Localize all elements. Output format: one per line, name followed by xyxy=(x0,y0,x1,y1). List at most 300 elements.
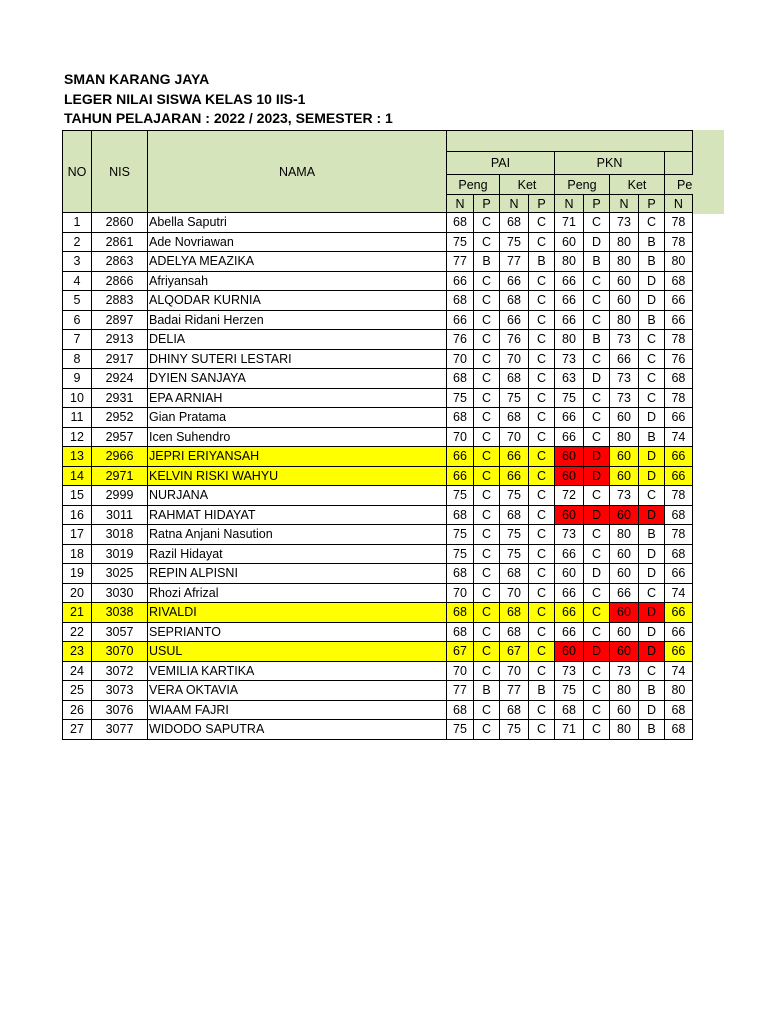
table-row xyxy=(63,603,693,623)
cell-score: 66 xyxy=(555,408,584,428)
cell-nama: Icen Suhendro xyxy=(148,427,447,447)
cell-nis: 2971 xyxy=(92,466,148,486)
cell-predicate: C xyxy=(584,271,610,291)
cell-nis: 2897 xyxy=(92,310,148,330)
cell-predicate: C xyxy=(639,661,665,681)
academic-year: TAHUN PELAJARAN : 2022 / 2023, SEMESTER : 1 xyxy=(64,110,393,126)
cell-predicate: B xyxy=(474,681,500,701)
cell-nama: Razil Hidayat xyxy=(148,544,447,564)
cell-no: 9 xyxy=(63,369,92,389)
cell-nis: 2861 xyxy=(92,232,148,252)
cell-predicate: C xyxy=(474,622,500,642)
cell-predicate: C xyxy=(529,505,555,525)
cell-score: 80 xyxy=(665,252,693,272)
cell-predicate: C xyxy=(474,466,500,486)
cell-predicate: C xyxy=(584,720,610,740)
table-row xyxy=(63,369,693,389)
cell-nama: WIDODO SAPUTRA xyxy=(148,720,447,740)
cell-score: 75 xyxy=(500,486,529,506)
cell-predicate: C xyxy=(474,330,500,350)
cell-score: 73 xyxy=(610,388,639,408)
cell-predicate: C xyxy=(529,700,555,720)
cell-nama: Badai Ridani Herzen xyxy=(148,310,447,330)
cell-score: 68 xyxy=(447,408,474,428)
cell-no: 2 xyxy=(63,232,92,252)
cell-score: 78 xyxy=(665,330,693,350)
cell-score: 70 xyxy=(447,427,474,447)
cell-score: 66 xyxy=(665,622,693,642)
col-p: P xyxy=(474,195,500,213)
cell-predicate: C xyxy=(529,232,555,252)
cell-nis: 2860 xyxy=(92,213,148,233)
cell-score: 75 xyxy=(500,720,529,740)
cell-no: 1 xyxy=(63,213,92,233)
cell-score: 80 xyxy=(610,252,639,272)
cell-predicate: D xyxy=(639,466,665,486)
cell-score: 66 xyxy=(555,603,584,623)
cell-predicate: C xyxy=(529,603,555,623)
cell-score: 75 xyxy=(447,720,474,740)
cell-nis: 3030 xyxy=(92,583,148,603)
cell-nis: 2863 xyxy=(92,252,148,272)
cell-predicate: D xyxy=(584,447,610,467)
cell-nama: Ratna Anjani Nasution xyxy=(148,525,447,545)
cell-predicate: D xyxy=(639,271,665,291)
cell-predicate: C xyxy=(529,310,555,330)
cell-nis: 2999 xyxy=(92,486,148,506)
cell-no: 4 xyxy=(63,271,92,291)
cell-nama: ADELYA MEAZIKA xyxy=(148,252,447,272)
cell-score: 75 xyxy=(500,544,529,564)
cell-score: 80 xyxy=(555,252,584,272)
cell-nis: 3070 xyxy=(92,642,148,662)
report-title: LEGER NILAI SISWA KELAS 10 IIS-1 xyxy=(64,90,306,107)
cell-predicate: D xyxy=(584,642,610,662)
cell-predicate: C xyxy=(474,369,500,389)
cell-score: 68 xyxy=(665,720,693,740)
report-title-block xyxy=(64,70,393,129)
cell-score: 80 xyxy=(610,525,639,545)
cell-no: 27 xyxy=(63,720,92,740)
cell-no: 24 xyxy=(63,661,92,681)
cell-predicate: C xyxy=(474,544,500,564)
cell-score: 68 xyxy=(500,291,529,311)
cell-nama: Ade Novriawan xyxy=(148,232,447,252)
cell-predicate: B xyxy=(474,252,500,272)
table-row xyxy=(63,661,693,681)
cell-predicate: C xyxy=(474,525,500,545)
cell-score: 80 xyxy=(610,310,639,330)
cell-score: 75 xyxy=(447,525,474,545)
cell-score: 68 xyxy=(500,564,529,584)
cell-nama: REPIN ALPISNI xyxy=(148,564,447,584)
grade-table xyxy=(62,130,693,740)
cell-predicate: C xyxy=(529,369,555,389)
cell-no: 12 xyxy=(63,427,92,447)
cell-score: 75 xyxy=(500,525,529,545)
cell-score: 66 xyxy=(555,427,584,447)
table-row xyxy=(63,427,693,447)
cell-no: 21 xyxy=(63,603,92,623)
cell-score: 66 xyxy=(610,349,639,369)
cell-score: 66 xyxy=(447,466,474,486)
cell-score: 68 xyxy=(500,622,529,642)
cell-predicate: C xyxy=(529,447,555,467)
cell-score: 71 xyxy=(555,720,584,740)
cell-score: 66 xyxy=(665,310,693,330)
cell-predicate: C xyxy=(639,486,665,506)
cell-score: 80 xyxy=(610,720,639,740)
cell-score: 78 xyxy=(665,232,693,252)
cell-no: 11 xyxy=(63,408,92,428)
cell-predicate: C xyxy=(584,622,610,642)
col-p: P xyxy=(639,195,665,213)
cell-score: 78 xyxy=(665,525,693,545)
col-header-nama: NAMA xyxy=(148,131,447,213)
cell-no: 18 xyxy=(63,544,92,564)
cell-score: 68 xyxy=(500,408,529,428)
cell-predicate: B xyxy=(639,310,665,330)
col-header-no: NO xyxy=(63,131,92,213)
cell-score: 75 xyxy=(447,388,474,408)
cell-score: 60 xyxy=(610,564,639,584)
cell-score: 70 xyxy=(447,661,474,681)
cell-score: 70 xyxy=(500,661,529,681)
table-row xyxy=(63,271,693,291)
cell-nama: Afriyansah xyxy=(148,271,447,291)
cell-score: 60 xyxy=(555,232,584,252)
cell-nama: WIAAM FAJRI xyxy=(148,700,447,720)
cell-predicate: C xyxy=(639,349,665,369)
cell-predicate: C xyxy=(474,232,500,252)
cell-nama: SEPRIANTO xyxy=(148,622,447,642)
col-p: P xyxy=(584,195,610,213)
cell-predicate: C xyxy=(584,700,610,720)
cell-predicate: D xyxy=(639,564,665,584)
cell-nis: 3057 xyxy=(92,622,148,642)
cell-score: 60 xyxy=(555,642,584,662)
cell-score: 60 xyxy=(555,564,584,584)
table-row xyxy=(63,349,693,369)
cell-nama: DELIA xyxy=(148,330,447,350)
cell-score: 74 xyxy=(665,661,693,681)
cell-predicate: C xyxy=(639,369,665,389)
cell-predicate: D xyxy=(639,505,665,525)
cell-predicate: C xyxy=(529,622,555,642)
cell-score: 73 xyxy=(555,349,584,369)
cell-no: 16 xyxy=(63,505,92,525)
col-p: P xyxy=(529,195,555,213)
sub-header-ket: Ket xyxy=(500,175,555,195)
cell-score: 80 xyxy=(610,232,639,252)
cell-score: 66 xyxy=(447,310,474,330)
cell-nis: 2931 xyxy=(92,388,148,408)
cell-score: 77 xyxy=(447,681,474,701)
cell-score: 66 xyxy=(665,603,693,623)
cell-score: 67 xyxy=(447,642,474,662)
cell-predicate: C xyxy=(474,213,500,233)
col-n: N xyxy=(610,195,639,213)
cell-score: 80 xyxy=(555,330,584,350)
cell-score: 70 xyxy=(447,583,474,603)
cell-score: 73 xyxy=(555,525,584,545)
cell-score: 68 xyxy=(555,700,584,720)
table-row xyxy=(63,466,693,486)
cell-score: 70 xyxy=(500,583,529,603)
cell-nis: 2952 xyxy=(92,408,148,428)
cell-score: 66 xyxy=(665,564,693,584)
cell-score: 66 xyxy=(665,291,693,311)
cell-score: 73 xyxy=(610,661,639,681)
cell-nama: NURJANA xyxy=(148,486,447,506)
cell-nama: Rhozi Afrizal xyxy=(148,583,447,603)
cell-nis: 2883 xyxy=(92,291,148,311)
cell-score: 60 xyxy=(610,447,639,467)
cell-nama: EPA ARNIAH xyxy=(148,388,447,408)
cell-no: 22 xyxy=(63,622,92,642)
cell-predicate: C xyxy=(529,466,555,486)
sub-header-ket: Ket xyxy=(610,175,665,195)
cell-score: 71 xyxy=(555,213,584,233)
table-row xyxy=(63,544,693,564)
cell-nama: Abella Saputri xyxy=(148,213,447,233)
cell-predicate: D xyxy=(639,544,665,564)
cell-predicate: D xyxy=(584,369,610,389)
cell-predicate: C xyxy=(529,661,555,681)
cell-predicate: C xyxy=(529,583,555,603)
cell-predicate: C xyxy=(474,661,500,681)
cell-score: 73 xyxy=(610,486,639,506)
cell-score: 70 xyxy=(500,427,529,447)
cell-nama: RIVALDI xyxy=(148,603,447,623)
cell-predicate: C xyxy=(584,213,610,233)
cell-score: 66 xyxy=(555,291,584,311)
cell-predicate: D xyxy=(639,642,665,662)
table-row xyxy=(63,252,693,272)
cell-score: 68 xyxy=(447,603,474,623)
cell-score: 76 xyxy=(447,330,474,350)
cell-nama: RAHMAT HIDAYAT xyxy=(148,505,447,525)
cell-score: 76 xyxy=(665,349,693,369)
cell-nis: 2866 xyxy=(92,271,148,291)
cell-no: 5 xyxy=(63,291,92,311)
table-row xyxy=(63,720,693,740)
cell-predicate: C xyxy=(529,388,555,408)
cell-predicate: D xyxy=(639,603,665,623)
cell-nis: 2957 xyxy=(92,427,148,447)
cell-score: 73 xyxy=(555,661,584,681)
cell-score: 68 xyxy=(447,700,474,720)
cell-no: 13 xyxy=(63,447,92,467)
cell-nama: Gian Pratama xyxy=(148,408,447,428)
cell-score: 80 xyxy=(610,681,639,701)
cell-nis: 3072 xyxy=(92,661,148,681)
cell-score: 60 xyxy=(555,505,584,525)
cell-predicate: C xyxy=(584,525,610,545)
cell-predicate: C xyxy=(584,681,610,701)
cell-nis: 3018 xyxy=(92,525,148,545)
cell-nis: 2924 xyxy=(92,369,148,389)
cell-predicate: D xyxy=(639,408,665,428)
cell-predicate: C xyxy=(584,486,610,506)
cell-predicate: C xyxy=(474,271,500,291)
sub-header-peng: Peng xyxy=(555,175,610,195)
cell-score: 73 xyxy=(610,369,639,389)
cell-nis: 3077 xyxy=(92,720,148,740)
table-row xyxy=(63,505,693,525)
cell-predicate: C xyxy=(474,642,500,662)
cell-predicate: C xyxy=(584,661,610,681)
cell-score: 66 xyxy=(500,447,529,467)
table-row xyxy=(63,310,693,330)
cell-score: 73 xyxy=(610,213,639,233)
cell-score: 68 xyxy=(500,505,529,525)
cell-score: 68 xyxy=(665,369,693,389)
cell-score: 60 xyxy=(610,622,639,642)
cell-score: 74 xyxy=(665,427,693,447)
cell-score: 78 xyxy=(665,213,693,233)
cell-score: 68 xyxy=(665,544,693,564)
cell-score: 60 xyxy=(555,447,584,467)
cell-score: 66 xyxy=(555,544,584,564)
cell-score: 77 xyxy=(500,252,529,272)
cell-score: 60 xyxy=(610,544,639,564)
cell-score: 66 xyxy=(555,583,584,603)
cell-predicate: C xyxy=(584,603,610,623)
cell-no: 19 xyxy=(63,564,92,584)
table-row xyxy=(63,330,693,350)
cell-predicate: C xyxy=(529,408,555,428)
cell-no: 23 xyxy=(63,642,92,662)
cell-score: 75 xyxy=(447,486,474,506)
cell-no: 8 xyxy=(63,349,92,369)
cell-predicate: B xyxy=(639,427,665,447)
cell-nis: 2966 xyxy=(92,447,148,467)
col-n: N xyxy=(555,195,584,213)
cell-predicate: C xyxy=(639,330,665,350)
cell-score: 66 xyxy=(610,583,639,603)
table-row xyxy=(63,213,693,233)
cell-no: 17 xyxy=(63,525,92,545)
subject-header-pai: PAI xyxy=(447,152,555,175)
cell-no: 10 xyxy=(63,388,92,408)
cell-nama: VERA OKTAVIA xyxy=(148,681,447,701)
cell-score: 63 xyxy=(555,369,584,389)
cell-predicate: B xyxy=(639,681,665,701)
cell-score: 60 xyxy=(610,642,639,662)
cell-predicate: C xyxy=(529,642,555,662)
cell-predicate: B xyxy=(529,252,555,272)
cell-score: 68 xyxy=(500,369,529,389)
cell-predicate: C xyxy=(529,271,555,291)
cell-predicate: C xyxy=(474,603,500,623)
cell-score: 77 xyxy=(447,252,474,272)
cell-predicate: C xyxy=(639,213,665,233)
table-row xyxy=(63,408,693,428)
table-row xyxy=(63,525,693,545)
cell-score: 68 xyxy=(500,700,529,720)
cell-predicate: B xyxy=(584,330,610,350)
cell-predicate: C xyxy=(529,564,555,584)
cell-predicate: C xyxy=(584,291,610,311)
cell-score: 66 xyxy=(500,271,529,291)
cell-score: 60 xyxy=(555,466,584,486)
cell-score: 80 xyxy=(665,681,693,701)
cell-predicate: C xyxy=(529,213,555,233)
cell-score: 68 xyxy=(665,700,693,720)
cell-predicate: C xyxy=(529,330,555,350)
cell-predicate: C xyxy=(584,544,610,564)
cell-score: 66 xyxy=(500,466,529,486)
cell-predicate: B xyxy=(639,232,665,252)
subjects-group-header xyxy=(447,131,693,152)
cell-score: 66 xyxy=(500,310,529,330)
cell-predicate: C xyxy=(474,408,500,428)
cell-score: 68 xyxy=(447,213,474,233)
cell-no: 3 xyxy=(63,252,92,272)
cell-score: 66 xyxy=(665,466,693,486)
cell-score: 75 xyxy=(447,544,474,564)
cell-score: 67 xyxy=(500,642,529,662)
cell-score: 78 xyxy=(665,486,693,506)
cell-score: 68 xyxy=(447,564,474,584)
cell-nama: DYIEN SANJAYA xyxy=(148,369,447,389)
cell-predicate: C xyxy=(639,388,665,408)
cell-predicate: C xyxy=(474,388,500,408)
cell-score: 66 xyxy=(555,271,584,291)
cell-score: 66 xyxy=(665,408,693,428)
cell-score: 75 xyxy=(555,681,584,701)
cell-score: 70 xyxy=(447,349,474,369)
table-row xyxy=(63,388,693,408)
cell-predicate: B xyxy=(639,525,665,545)
cell-score: 68 xyxy=(447,369,474,389)
cell-predicate: C xyxy=(639,583,665,603)
cell-score: 68 xyxy=(447,291,474,311)
cell-nama: ALQODAR KURNIA xyxy=(148,291,447,311)
cell-predicate: D xyxy=(639,622,665,642)
cell-predicate: C xyxy=(474,583,500,603)
cell-predicate: C xyxy=(584,583,610,603)
cell-predicate: D xyxy=(584,466,610,486)
cell-score: 60 xyxy=(610,700,639,720)
col-n: N xyxy=(665,195,693,213)
cell-predicate: D xyxy=(584,505,610,525)
cell-score: 80 xyxy=(610,427,639,447)
table-row xyxy=(63,622,693,642)
cell-nis: 3011 xyxy=(92,505,148,525)
cell-score: 66 xyxy=(555,622,584,642)
table-row xyxy=(63,583,693,603)
cell-predicate: C xyxy=(474,564,500,584)
cell-score: 60 xyxy=(610,291,639,311)
cell-score: 76 xyxy=(500,330,529,350)
cell-predicate: C xyxy=(584,388,610,408)
cell-predicate: C xyxy=(529,544,555,564)
col-n: N xyxy=(447,195,474,213)
cell-nama: KELVIN RISKI WAHYU xyxy=(148,466,447,486)
cell-no: 7 xyxy=(63,330,92,350)
cell-predicate: C xyxy=(529,427,555,447)
cell-nis: 3038 xyxy=(92,603,148,623)
student-rows xyxy=(63,213,693,740)
cell-score: 60 xyxy=(610,271,639,291)
cell-predicate: C xyxy=(584,349,610,369)
cell-score: 78 xyxy=(665,388,693,408)
cell-score: 66 xyxy=(665,642,693,662)
table-row xyxy=(63,642,693,662)
cell-score: 66 xyxy=(447,271,474,291)
